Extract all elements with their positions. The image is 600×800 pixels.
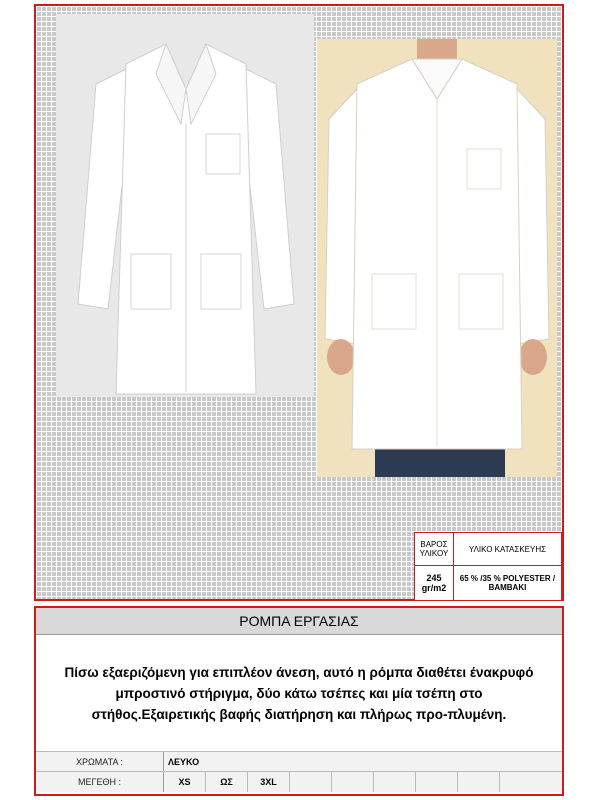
product-title: ΡΟΜΠΑ ΕΡΓΑΣΙΑΣ bbox=[36, 608, 562, 635]
weight-value: 245 gr/m2 bbox=[415, 566, 454, 601]
size-cell bbox=[458, 772, 500, 792]
product-image-panel bbox=[34, 4, 564, 601]
spec-table bbox=[414, 532, 562, 601]
product-description: Πίσω εξαεριζόμενη για επιπλέον άνεση, αυτό η ρόμπα διαθέτει ένακρυφό μπροστινό στήριγμα, δύο κάτω τσέπες και μία τσέπη στο στήθος.Εξαιρετικής βαφής διατήρηση και πλήρως προ-πλυμένη. bbox=[36, 635, 562, 752]
weight-header: ΒΑΡΟΣ ΥΛΙΚΟΥ bbox=[415, 533, 454, 566]
sizes-label: ΜΕΓΕΘΗ : bbox=[36, 772, 164, 792]
lab-coat-flat-photo bbox=[56, 14, 314, 397]
colors-label: ΧΡΩΜΑΤΑ : bbox=[36, 752, 164, 771]
model-wearing-coat-photo bbox=[317, 39, 557, 477]
size-cell: XS bbox=[164, 772, 206, 792]
size-cell: 3XL bbox=[248, 772, 290, 792]
size-cell bbox=[416, 772, 458, 792]
sizes-row bbox=[36, 772, 562, 792]
size-cell bbox=[500, 772, 542, 792]
colors-value: ΛΕΥΚΟ bbox=[168, 756, 200, 767]
size-cell: ΩΣ bbox=[206, 772, 248, 792]
material-value: 65 % /35 % POLYESTER /ΒΑΜΒΑΚΙ bbox=[453, 566, 561, 601]
size-cell bbox=[374, 772, 416, 792]
material-header: ΥΛΙΚΟ ΚΑΤΑΣΚΕΥΗΣ bbox=[453, 533, 561, 566]
product-info-panel bbox=[34, 606, 564, 796]
size-cell bbox=[290, 772, 332, 792]
size-cell bbox=[332, 772, 374, 792]
colors-row bbox=[36, 752, 562, 772]
